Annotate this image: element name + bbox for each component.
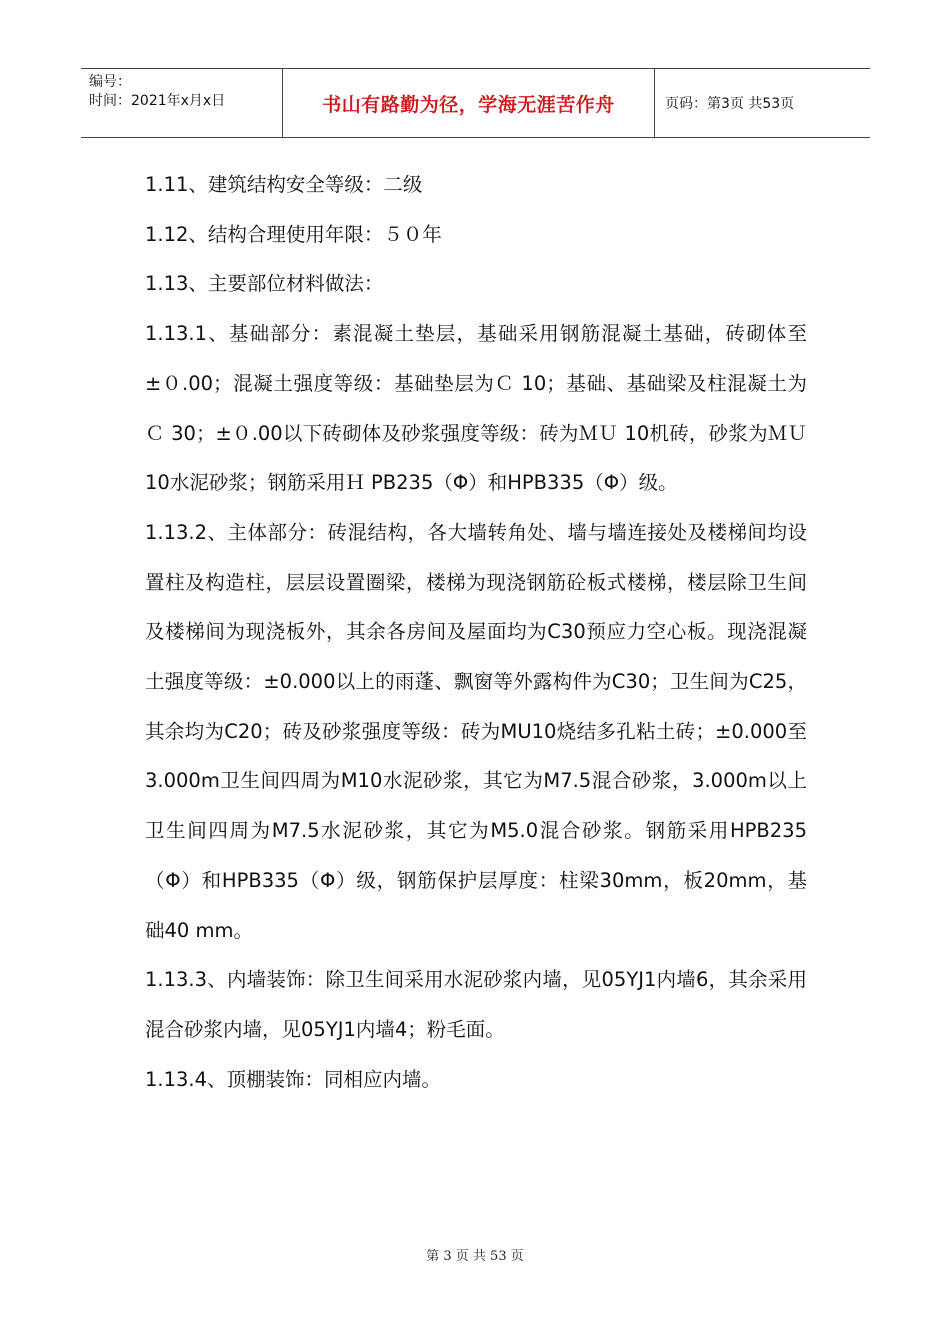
header-motto: 书山有路勤为径，学海无涯苦作舟 bbox=[283, 69, 655, 137]
paragraph-1-13: 1.13、主要部位材料做法： bbox=[145, 272, 384, 296]
page-header bbox=[81, 68, 870, 138]
header-meta bbox=[81, 69, 283, 137]
document-time-label: 时间：2021年x月x日 bbox=[89, 93, 226, 109]
header-page-info: 页码：第3页 共53页 bbox=[665, 96, 795, 112]
paragraph-1-13-4: 1.13.4、顶棚装饰：同相应内墙。 bbox=[145, 1067, 442, 1091]
paragraph-1-13-3: 1.13.3、内墙装饰：除卫生间采用水泥砂浆内墙，见05YJ1内墙6，其余采用混合砂浆内墙，见05YJ1内墙4；粉毛面。 bbox=[145, 968, 807, 1041]
paragraph-1-12: 1.12、结构合理使用年限：５０年 bbox=[145, 222, 442, 246]
page-footer: 第 3 页 共 53 页 bbox=[426, 1249, 524, 1264]
paragraph-1-13-2: 1.13.2、主体部分：砖混结构，各大墙转角处、墙与墙连接处及楼梯间均设置柱及构造柱，层层设置圈梁，楼梯为现浇钢筋砼板式楼梯，楼层除卫生间及楼梯间为现浇板外，其余各房间及屋面均为C30预应力空心板。现浇混凝土强度等级：±0.000以上的雨蓬、飘窗等外露构件为C30；卫生间为C25，其余均为C20；砖及砂浆强度等级：砖为MU10烧结多孔粘土砖；±0.000至3.000m卫生间四周为M10水泥砂浆，其它为M7.5混合砂浆，3.000m以上卫生间四周为M7.5水泥砂浆，其它为M5.0混合砂浆。钢筋采用HPB235（Φ）和HPB335（Φ）级，钢筋保护层厚度：柱梁30mm，板20mm，基础40 mm。 bbox=[145, 520, 807, 942]
document-number-label: 编号： bbox=[89, 74, 131, 90]
document-body bbox=[145, 160, 807, 1104]
paragraph-1-11: 1.11、建筑结构安全等级：二级 bbox=[145, 173, 423, 196]
paragraph-1-13-1: 1.13.1、基础部分：素混凝土垫层，基础采用钢筋混凝土基础，砖砌体至±０.00；混凝土强度等级：基础垫层为Ｃ 10；基础、基础梁及柱混凝土为Ｃ 30；±０.00以下砖砌体及砂浆强度等级：砖为ＭＵ 10机砖，砂浆为ＭＵ 10水泥砂浆；钢筋采用Ｈ PB235（Φ）和HPB335（Φ）级。 bbox=[145, 322, 807, 495]
